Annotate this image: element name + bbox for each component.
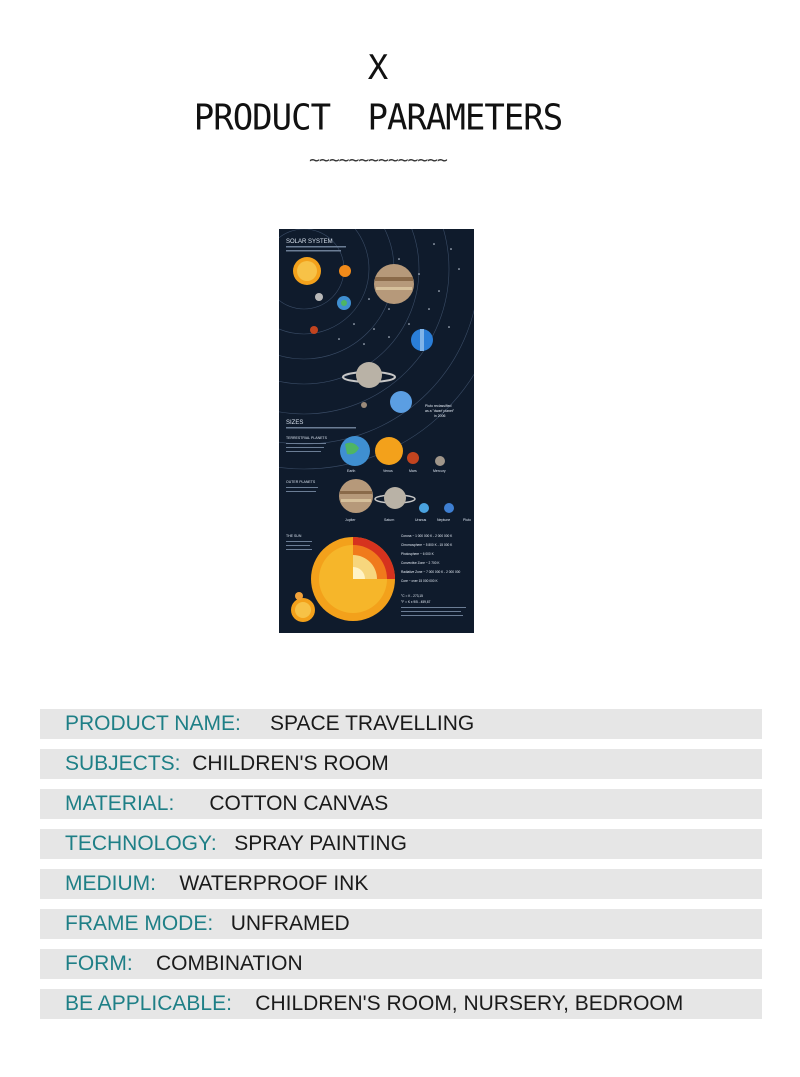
param-gap (213, 912, 231, 936)
param-gap (133, 952, 156, 976)
label-saturn: Saturn (384, 518, 395, 522)
poster-sizes-heading: SIZES (286, 420, 304, 426)
param-gap (232, 992, 255, 1016)
heading-x-mark: X (367, 48, 389, 88)
page-title: PRODUCT PARAMETERS (193, 97, 563, 139)
param-value-product-name: SPACE TRAVELLING (269, 712, 475, 735)
sun-layer-corona: Corona ~ 1 000 000 K - 2 000 000 K (401, 534, 453, 538)
sun-layer-core: Core ~ over 15 000 000 K (401, 579, 438, 583)
label-uranus: Uranus (415, 518, 427, 522)
param-value-be-applicable: CHILDREN'S ROOM, NURSERY, BEDROOM (255, 992, 684, 1015)
param-gap (174, 792, 209, 816)
param-label-product-name: PRODUCT NAME: (65, 712, 241, 735)
param-row-subjects (40, 749, 762, 779)
temp-conversion-celsius: °C = K - 273,15 (401, 594, 423, 598)
label-mars: Mars (409, 469, 417, 473)
pluto-note-line-1: Pluto reclassified (425, 404, 452, 408)
label-earth: Earth (347, 469, 356, 473)
param-gap (241, 712, 270, 736)
label-jupiter: Jupiter (345, 518, 356, 522)
param-label-be-applicable: BE APPLICABLE: (65, 992, 232, 1015)
param-gap (181, 752, 193, 776)
param-label-subjects: SUBJECTS: (65, 752, 181, 775)
param-value-form: COMBINATION (156, 952, 303, 975)
param-label-technology: TECHNOLOGY: (65, 832, 217, 855)
label-venus: Venus (383, 469, 393, 473)
param-value-technology: SPRAY PAINTING (234, 832, 407, 855)
poster-solar-system-title: SOLAR SYSTEM (286, 239, 333, 245)
param-row-material (40, 789, 762, 819)
sun-layer-convective: Convective Zone ~ 2 700 K (401, 561, 440, 565)
param-row-frame-mode (40, 909, 762, 939)
param-value-subjects: CHILDREN'S ROOM (192, 752, 389, 775)
solar-system-poster-image (279, 229, 474, 633)
param-row-be-applicable (40, 989, 762, 1019)
param-label-material: MATERIAL: (65, 792, 175, 815)
poster-sun-heading: THE SUN (286, 534, 302, 538)
param-label-medium: MEDIUM: (65, 872, 156, 895)
label-pluto: Pluto (463, 518, 471, 522)
param-value-frame-mode: UNFRAMED (230, 912, 350, 935)
param-row-medium (40, 869, 762, 899)
pluto-note-line-2: as a "dwarf planet" (425, 409, 455, 413)
label-mercury: Mercury (433, 469, 446, 473)
param-gap (156, 872, 179, 896)
param-value-material: COTTON CANVAS (209, 792, 389, 815)
param-row-form (40, 949, 762, 979)
param-label-form: FORM: (65, 952, 133, 975)
pluto-note-line-3: in 2006 (434, 414, 446, 418)
title-underline-tilde: ~~~~~~~~~~~~~~ (309, 150, 447, 171)
param-value-medium: WATERPROOF INK (179, 872, 369, 895)
param-row-product-name (40, 709, 762, 739)
label-neptune: Neptune (437, 518, 451, 522)
param-gap (217, 832, 235, 856)
param-label-frame-mode: FRAME MODE: (65, 912, 214, 935)
param-row-technology (40, 829, 762, 859)
poster-outer-heading: OUTER PLANETS (286, 480, 316, 484)
sun-layer-chromosphere: Chromosphere ~ 5 800 K - 15 000 K (401, 543, 453, 547)
sun-layer-photosphere: Photosphere ~ 6 000 K (401, 552, 434, 556)
sun-layer-radiative: Radiative Zone ~ 7 000 000 K - 2 000 000 (401, 570, 461, 574)
poster-terrestrial-heading: TERRESTRIAL PLANETS (286, 436, 327, 440)
temp-conversion-fahrenheit: °F = K x 9/5 - 459,67 (401, 600, 431, 604)
